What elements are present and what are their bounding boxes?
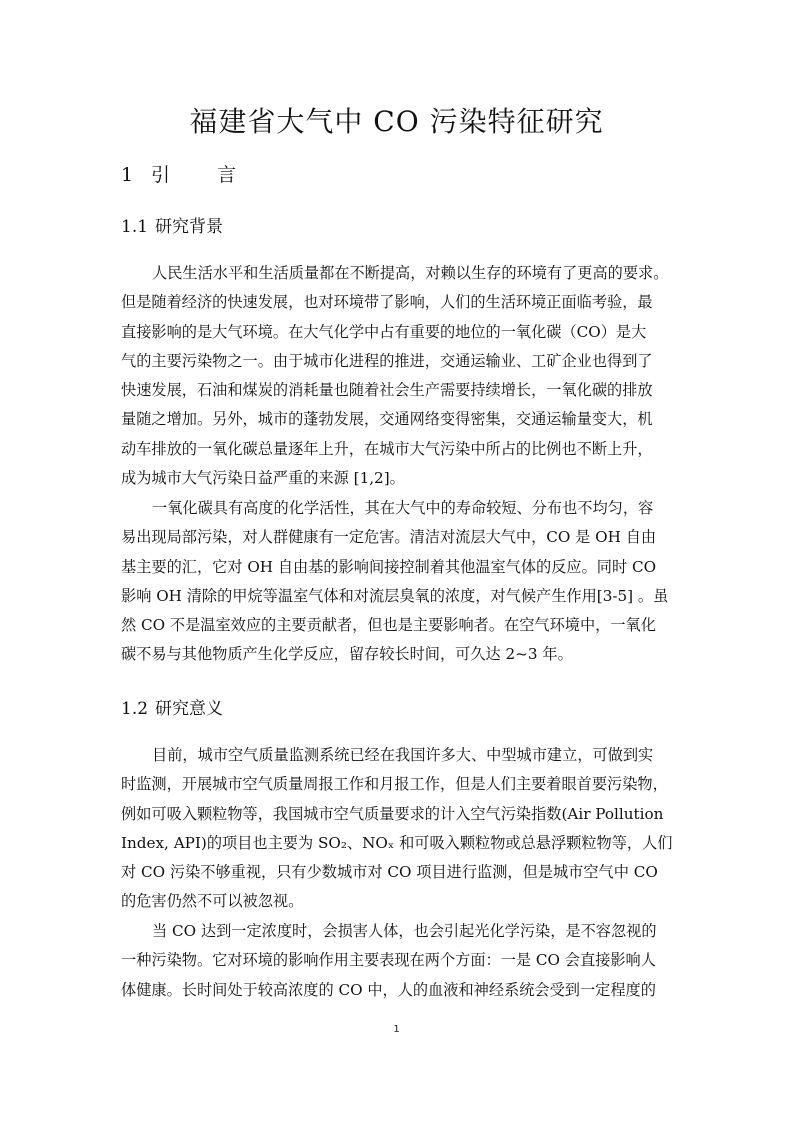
paragraph-background-2 [121,494,673,670]
paragraph-line: 量随之增加。另外，城市的蓬勃发展，交通网络变得密集，交通运输量变大，机 [121,410,653,429]
section-1-heading [121,160,236,187]
section-number: 1.2 [121,699,149,719]
paragraph-line: 碳不易与其他物质产生化学反应，留存较长时间，可久达 2~3 年。 [121,645,573,664]
paragraph-line: 成为城市大气污染日益严重的来源 [1,2]。 [121,469,405,488]
paragraph-line: 影响 OH 清除的甲烷等温室气体和对流层臭氧的浓度，对气候产生作用[3-5] 。虽 [121,586,669,605]
paragraph-line: 基主要的汇，它对 OH 自由基的影响间接控制着其他温室气体的反应。同时 CO [121,557,657,576]
paragraph-line: Index, API)的项目也主要为 SO₂、NOₓ 和可吸入颗粒物或总悬浮颗粒物等，人们 [121,833,673,852]
section-1-1-heading [121,212,223,237]
paragraph-line: 例如可吸入颗粒物等，我国城市空气质量要求的计入空气污染指数(Air Pollution [121,804,664,823]
paragraph-background-1 [121,259,673,493]
paragraph-significance-1 [121,741,673,917]
paragraph-line: 体健康。长时间处于较高浓度的 CO 中，人的血液和神经系统会受到一定程度的 [121,980,656,999]
paragraph-line: 但是随着经济的快速发展，也对环境带了影响，人们的生活环境正面临考验，最 [121,293,653,312]
paragraph-line: 一种污染物。它对环境的影响作用主要表现在两个方面：一是 CO 会直接影响人 [121,951,656,970]
paragraph-line: 对 CO 污染不够重视，只有少数城市对 CO 项目进行监测，但是城市空气中 CO [121,863,658,882]
section-1-2-heading [121,694,223,719]
paragraph-line: 时监测，开展城市空气质量周报工作和月报工作，但是人们主要着眼首要污染物， [121,775,668,794]
paragraph-line: 人民生活水平和生活质量都在不断提高，对赖以生存的环境有了更高的要求。 [152,264,669,282]
section-title-char: 言 [217,164,237,186]
section-title-char: 引 [151,164,171,186]
paragraph-line: 易出现局部污染，对人群健康有一定危害。清洁对流层大气中，CO 是 OH 自由 [121,528,657,547]
page-number: 1 [393,1024,400,1035]
paragraph-line: 然 CO 不是温室效应的主要贡献者，但也是主要影响者。在空气环境中，一氧化 [121,616,656,635]
paragraph-line: 的危害仍然不可以被忽视。 [121,892,304,911]
section-title: 研究意义 [155,699,223,719]
paragraph-line: 当 CO 达到一定浓度时，会损害人体，也会引起光化学污染，是不容忽视的 [152,922,657,940]
paragraph-line: 一氧化碳具有高度的化学活性，其在大气中的寿命较短、分布也不均匀，容 [152,499,654,517]
section-number: 1 [121,164,134,186]
paragraph-significance-2 [121,917,673,1005]
section-title: 研究背景 [155,217,223,237]
paragraph-line: 气的主要污染物之一。由于城市化进程的推进，交通运输业、工矿企业也得到了 [121,351,653,370]
paragraph-line: 快速发展，石油和煤炭的消耗量也随着社会生产需要持续增长，一氧化碳的排放 [121,381,653,400]
section-number: 1.1 [121,217,149,237]
paragraph-line: 直接影响的是大气环境。在大气化学中占有重要的地位的一氧化碳（CO）是大 [121,322,647,341]
document-title: 福建省大气中 CO 污染特征研究 [189,105,604,138]
paragraph-line: 动车排放的一氧化碳总量逐年上升，在城市大气污染中所占的比例也不断上升， [121,439,653,458]
paragraph-line: 目前，城市空气质量监测系统已经在我国许多大、中型城市建立，可做到实 [152,746,654,764]
